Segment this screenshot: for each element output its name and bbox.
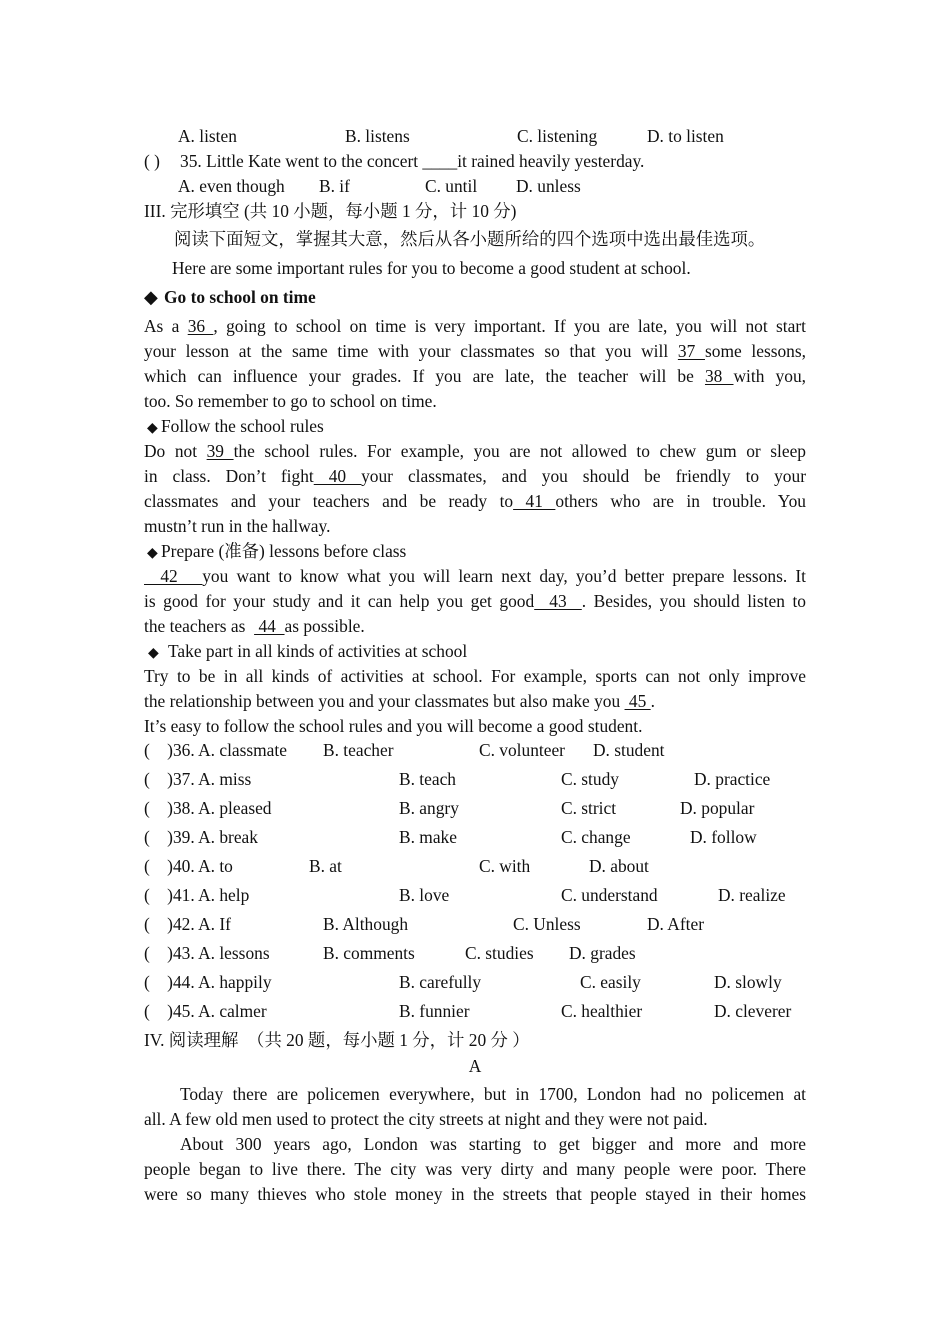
question-stem: 35. Little Kate went to the concert ____it rained heavily yesterday. — [180, 151, 645, 171]
option-c: C. until — [425, 176, 478, 196]
paragraph-4-line-3: It’s easy to follow the school rules and you will become a good student. — [144, 716, 643, 736]
heading-text: Follow the school rules — [161, 416, 324, 436]
paragraph-3-line-1: 42 you want to know what you will learn next day, you’d better prepare lessons. It — [144, 566, 806, 586]
heading-follow-rules — [147, 414, 809, 441]
option-c: C. change — [561, 827, 631, 847]
blank-41: 41 — [513, 491, 556, 511]
reading-paragraph-1-line-1: Today there are policemen everywhere, but in 1700, London had no policemen at — [180, 1084, 806, 1104]
paragraph-3-line-2: is good for your study and it can help you get good 43 . Besides, you should listen to — [144, 591, 806, 611]
section-3-title: III. 完形填空 (共 10 小题，每小题 1 分，计 10 分) — [144, 201, 517, 221]
option-d: D. practice — [694, 769, 771, 789]
question-number-option-a: ( )45. A. calmer — [144, 1001, 267, 1021]
question-number-option-a: ( )36. A. classmate — [144, 740, 287, 760]
heading-go-to-school — [144, 285, 806, 310]
option-c: C. studies — [465, 943, 534, 963]
question-number-option-a: ( )39. A. break — [144, 827, 258, 847]
option-c: C. volunteer — [479, 740, 565, 760]
option-b: B. if — [319, 176, 350, 196]
option-b: B. teacher — [323, 740, 394, 760]
option-b: B. angry — [399, 798, 459, 818]
option-d: D. After — [647, 914, 704, 934]
heading-text: Go to school on time — [164, 287, 316, 307]
diamond-bullet-icon: ◆ — [144, 287, 158, 307]
option-d: D. unless — [516, 176, 581, 196]
option-c: C. listening — [517, 126, 598, 146]
reading-paragraph-2-line-3: were so many thieves who stole money in the streets that people stayed in their homes — [144, 1184, 806, 1204]
blank-38: 38 — [704, 366, 734, 386]
option-d: D. student — [593, 740, 665, 760]
section-3-instruction: 阅读下面短文，掌握其大意，然后从各小题所给的四个选项中选出最佳选项。 — [174, 229, 766, 249]
option-b: B. at — [309, 856, 342, 876]
paragraph-1-line-2: your lesson at the same time with your classmates so that you will 37 some lessons, — [144, 341, 806, 361]
blank-37: 37 — [677, 341, 705, 361]
option-b: B. love — [399, 885, 450, 905]
reading-paragraph-2-line-2: people began to live there. The city was very dirty and many people were poor. There — [144, 1159, 806, 1179]
heading-prepare-lessons — [147, 539, 809, 566]
section-4-title: IV. 阅读理解 （共 20 题，每小题 1 分，计 20 分 ） — [144, 1030, 530, 1050]
option-a: A. even though — [178, 176, 285, 196]
blank-36: 36 — [187, 316, 214, 336]
blank-39: 39 — [206, 441, 234, 461]
diamond-bullet-icon: ◆ — [147, 421, 158, 436]
question-number-option-a: ( )41. A. help — [144, 885, 250, 905]
paragraph-2-line-2: in class. Don’t fight 40 your classmates, and you should be friendly to your — [144, 466, 806, 486]
option-b: B. carefully — [399, 972, 482, 992]
paragraph-2-line-4: mustn’t run in the hallway. — [144, 516, 331, 536]
blank-45: 45 — [624, 691, 651, 711]
option-c: C. healthier — [561, 1001, 643, 1021]
question-number-option-a: ( )37. A. miss — [144, 769, 252, 789]
option-b: B. listens — [345, 126, 410, 146]
reading-paragraph-1-line-2: all. A few old men used to protect the city streets at night and they were not paid. — [144, 1109, 708, 1129]
heading-text: Take part in all kinds of activities at school — [168, 641, 468, 661]
option-c: C. with — [479, 856, 531, 876]
reading-paragraph-2-line-1: About 300 years ago, London was starting to get bigger and more and more — [180, 1134, 806, 1154]
paragraph-1-line-3: which can influence your grades. If you are late, the teacher will be 38 with you, — [144, 366, 806, 386]
option-c: C. easily — [580, 972, 641, 992]
paragraph-3-line-3: the teachers as 44 as possible. — [144, 616, 365, 636]
option-d: D. about — [589, 856, 649, 876]
option-d: D. follow — [690, 827, 757, 847]
option-b: B. funnier — [399, 1001, 470, 1021]
paragraph-2-line-1: Do not 39 the school rules. For example, you are not allowed to chew gum or sleep — [144, 441, 806, 461]
option-b: B. comments — [323, 943, 415, 963]
blank-44: 44 — [254, 616, 285, 636]
question-number-option-a: ( )40. A. to — [144, 856, 233, 876]
heading-activities — [148, 639, 810, 666]
option-c: C. understand — [561, 885, 658, 905]
option-d: D. slowly — [714, 972, 782, 992]
question-number-option-a: ( )44. A. happily — [144, 972, 272, 992]
option-d: D. realize — [718, 885, 786, 905]
paragraph-2-line-3: classmates and your teachers and be ready to 41 others who are in trouble. You — [144, 491, 806, 511]
diamond-bullet-icon: ◆ — [147, 546, 158, 561]
option-b: B. make — [399, 827, 457, 847]
answer-paren: ( ) — [144, 151, 160, 171]
passage-intro: Here are some important rules for you to become a good student at school. — [172, 258, 691, 278]
option-d: D. popular — [680, 798, 755, 818]
diamond-bullet-icon: ◆ — [148, 646, 159, 661]
option-b: B. Although — [323, 914, 409, 934]
option-d: D. cleverer — [714, 1001, 792, 1021]
paragraph-4-line-2: the relationship between you and your classmates but also make you 45 . — [144, 691, 655, 711]
option-b: B. teach — [399, 769, 456, 789]
option-a: A. listen — [178, 126, 237, 146]
option-c: C. study — [561, 769, 619, 789]
paragraph-1-line-1: As a 36 , going to school on time is very important. If you are late, you will not start — [144, 316, 806, 336]
paragraph-4-line-1: Try to be in all kinds of activities at school. For example, sports can not only improve — [144, 666, 806, 686]
question-number-option-a: ( )43. A. lessons — [144, 943, 270, 963]
question-number-option-a: ( )42. A. If — [144, 914, 231, 934]
option-d: D. to listen — [647, 126, 724, 146]
blank-43: 43 — [534, 591, 582, 611]
option-d: D. grades — [569, 943, 636, 963]
question-number-option-a: ( )38. A. pleased — [144, 798, 272, 818]
heading-text: Prepare (准备) lessons before class — [161, 541, 407, 561]
option-c: C. strict — [561, 798, 617, 818]
passage-label: A — [468, 1056, 482, 1076]
option-c: C. Unless — [513, 914, 581, 934]
blank-42: 42 — [144, 566, 203, 586]
blank-40: 40 — [313, 466, 362, 486]
paragraph-1-line-4: too. So remember to go to school on time. — [144, 391, 437, 411]
